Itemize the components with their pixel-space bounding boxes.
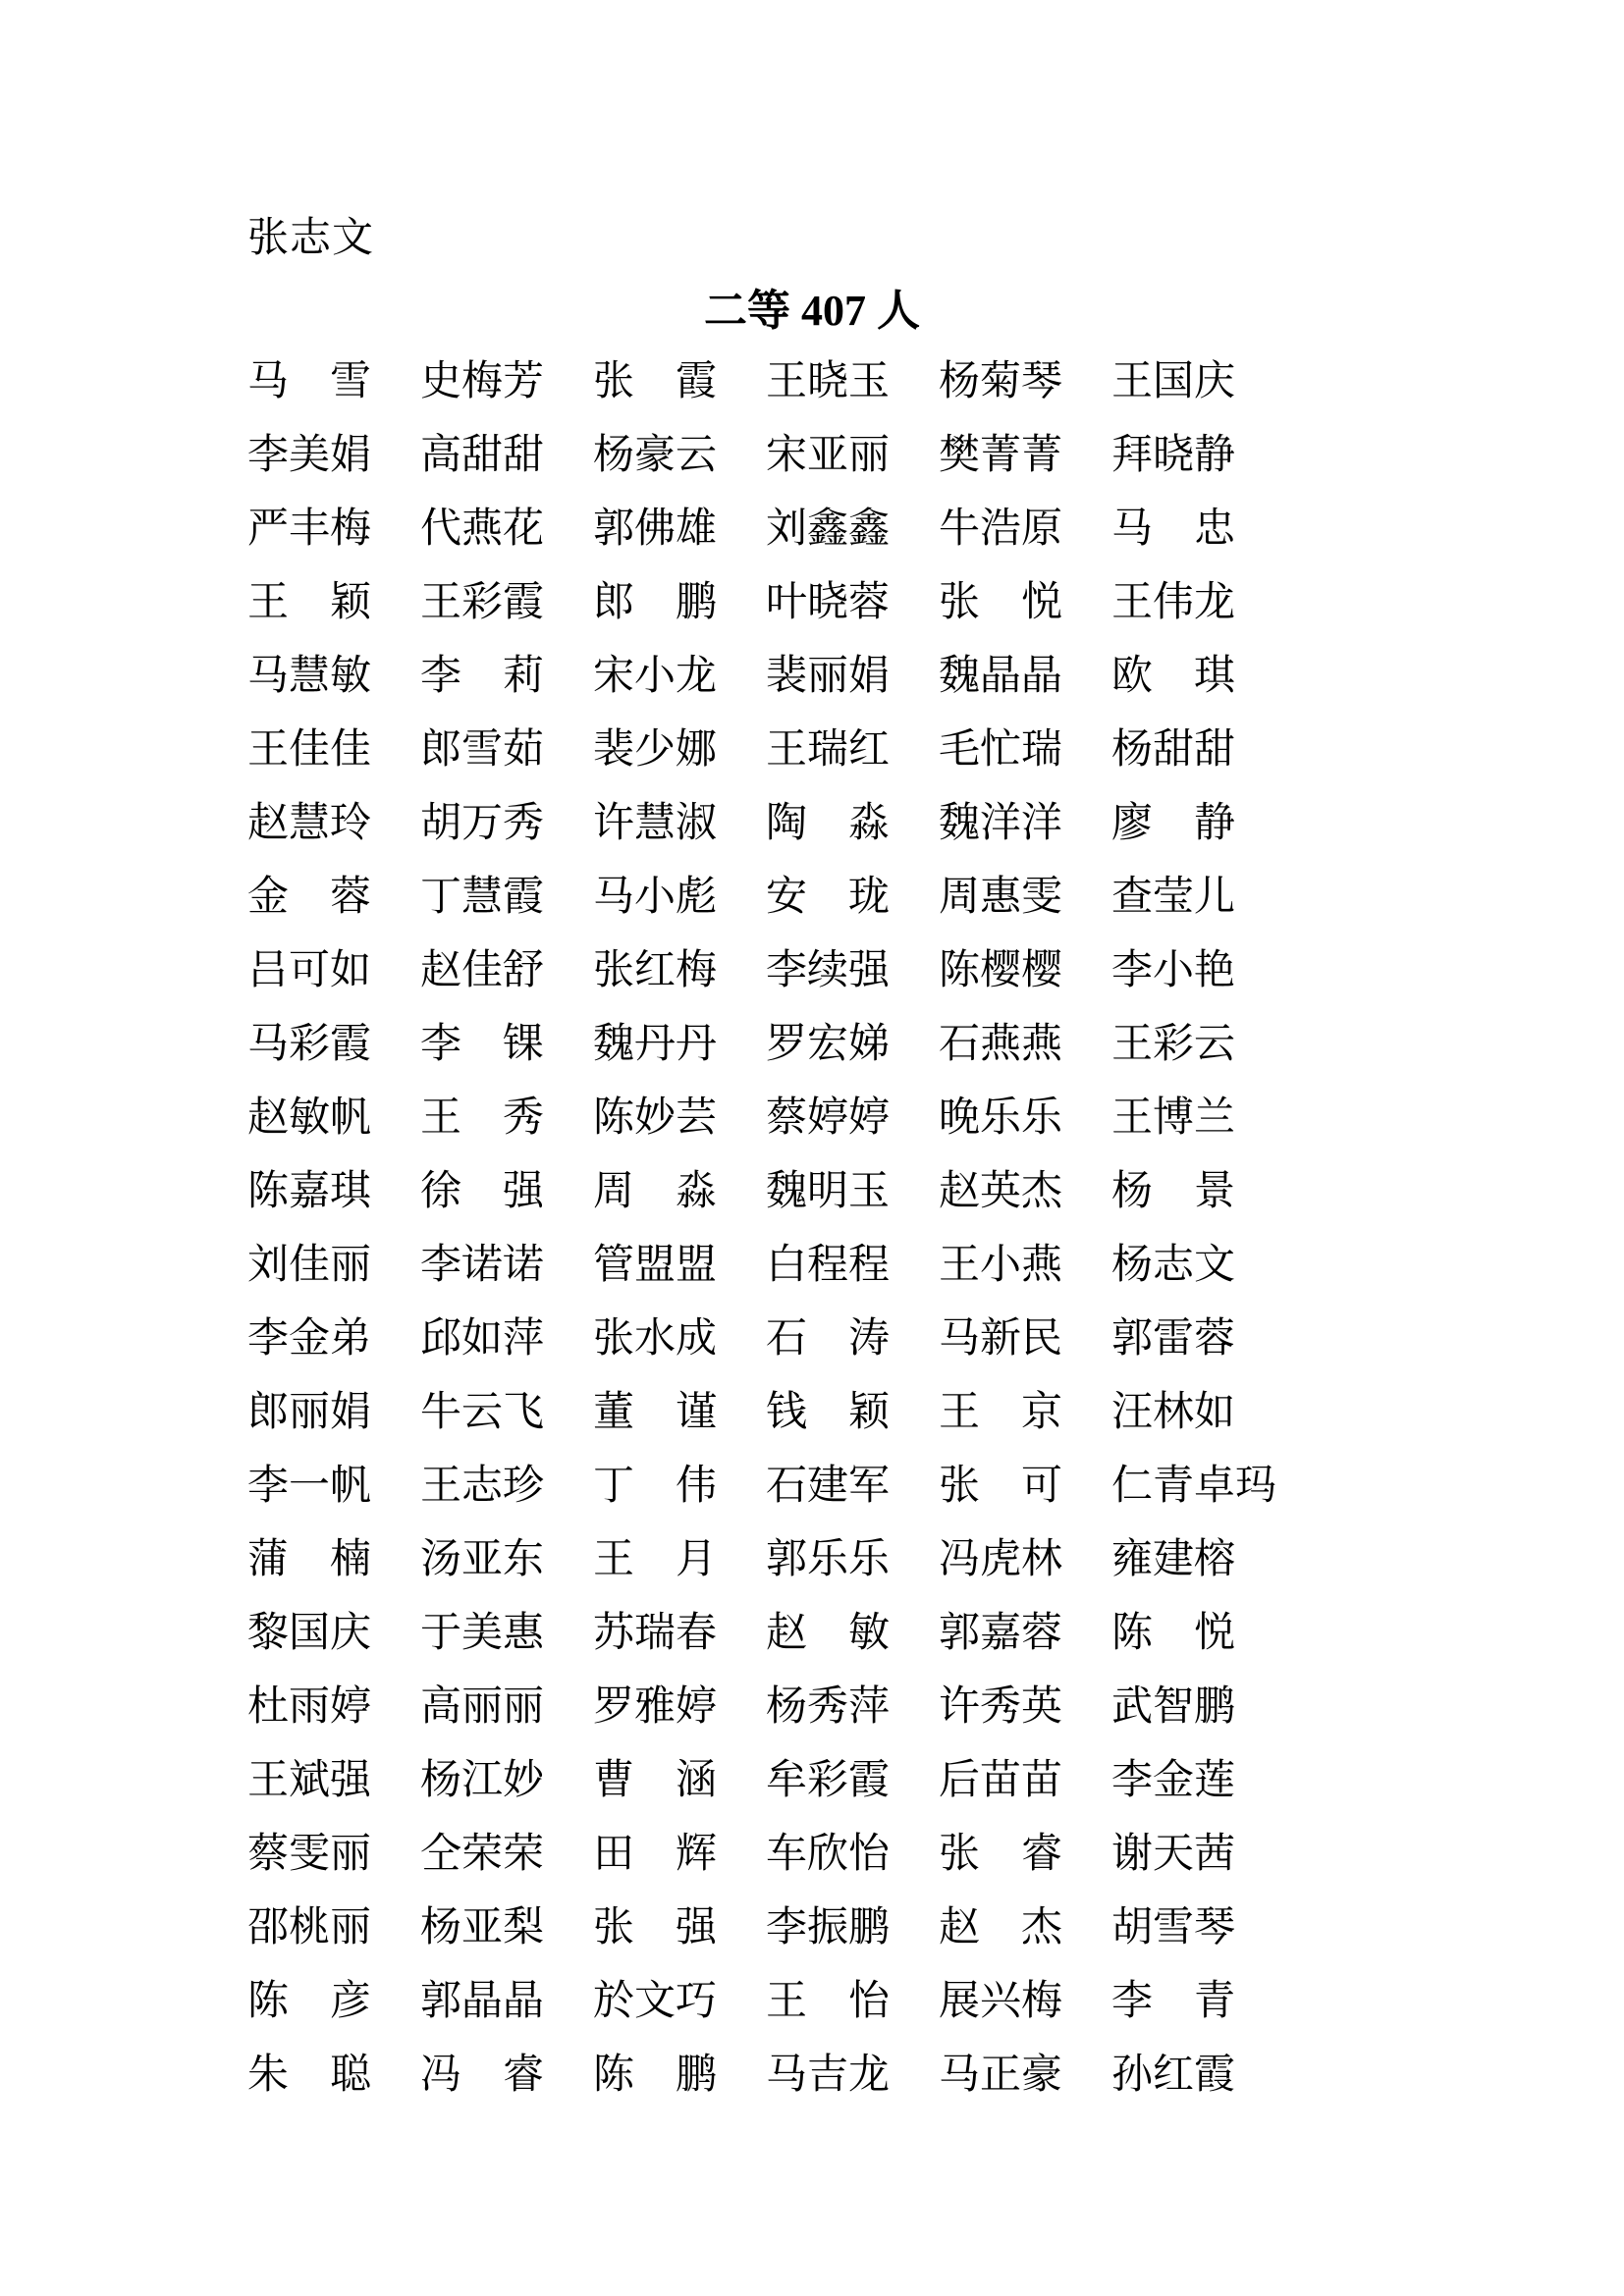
name-cell: 马 吉 龙 bbox=[766, 2053, 891, 2098]
name-cell: 郭 晶 晶 bbox=[420, 1979, 545, 2024]
name-cell: 黎 国 庆 bbox=[247, 1611, 372, 1656]
name-cell: 牟 彩 霞 bbox=[766, 1758, 891, 1803]
name-cell: 王 博 兰 bbox=[1111, 1095, 1236, 1141]
name-cell: 杨 秀 萍 bbox=[766, 1684, 891, 1730]
name-cell: 李 锞 bbox=[420, 1022, 544, 1067]
name-cell: 钱 颖 bbox=[766, 1390, 890, 1435]
name-cell: 李 美 娟 bbox=[247, 433, 372, 478]
name-cell: 陈 樱 樱 bbox=[939, 948, 1063, 993]
name-cell: 王 国 庆 bbox=[1111, 359, 1236, 404]
name-cell: 裴 丽 娟 bbox=[766, 654, 891, 699]
name-cell: 丁 伟 bbox=[593, 1464, 717, 1509]
name-cell: 李 振 鹏 bbox=[766, 1905, 891, 1950]
name-cell: 张 睿 bbox=[939, 1832, 1062, 1877]
name-cell: 宋 小 龙 bbox=[593, 654, 718, 699]
name-cell: 王 佳 佳 bbox=[247, 727, 372, 773]
name-cell: 雍 建 榕 bbox=[1111, 1537, 1236, 1582]
name-cell: 冯 虎 林 bbox=[939, 1537, 1063, 1582]
name-cell: 周 惠 雯 bbox=[939, 875, 1063, 920]
name-cell: 后 苗 苗 bbox=[939, 1758, 1063, 1803]
name-grid bbox=[247, 359, 1277, 2098]
name-cell: 高 丽 丽 bbox=[420, 1684, 545, 1730]
name-cell: 许 慧 淑 bbox=[593, 801, 718, 846]
name-cell: 王 月 bbox=[593, 1537, 717, 1582]
name-cell: 周 淼 bbox=[593, 1169, 717, 1214]
name-cell: 罗 雅 婷 bbox=[593, 1684, 718, 1730]
name-cell: 裴 少 娜 bbox=[593, 727, 718, 773]
name-cell: 仝 荣 荣 bbox=[420, 1832, 545, 1877]
name-cell: 白 程 程 bbox=[766, 1243, 891, 1288]
name-cell: 王 晓 玉 bbox=[766, 359, 891, 404]
name-cell: 孙 红 霞 bbox=[1111, 2053, 1236, 2098]
name-cell: 金 蓉 bbox=[247, 875, 371, 920]
name-cell: 李 小 艳 bbox=[1111, 948, 1236, 993]
name-cell: 赵 慧 玲 bbox=[247, 801, 372, 846]
name-cell: 赵 英 杰 bbox=[939, 1169, 1063, 1214]
name-cell: 安 珑 bbox=[766, 875, 890, 920]
name-cell: 张 霞 bbox=[593, 359, 717, 404]
name-cell: 许 秀 英 bbox=[939, 1684, 1063, 1730]
name-cell: 赵 敏 bbox=[766, 1611, 890, 1656]
name-cell: 郭 佛 雄 bbox=[593, 507, 718, 552]
name-cell: 王 怡 bbox=[766, 1979, 890, 2024]
name-cell: 严 丰 梅 bbox=[247, 507, 372, 552]
name-cell: 杨 景 bbox=[1111, 1169, 1235, 1214]
name-cell: 吕 可 如 bbox=[247, 948, 372, 993]
name-cell: 查 莹 儿 bbox=[1111, 875, 1236, 920]
name-cell: 王 彩 云 bbox=[1111, 1022, 1236, 1067]
name-cell: 蔡 婷 婷 bbox=[766, 1095, 891, 1141]
name-cell: 罗 宏 娣 bbox=[766, 1022, 891, 1067]
name-cell: 陈 嘉 琪 bbox=[247, 1169, 372, 1214]
name-cell: 马 正 豪 bbox=[939, 2053, 1063, 2098]
name-cell: 马 彩 霞 bbox=[247, 1022, 372, 1067]
name-cell: 李 青 bbox=[1111, 1979, 1235, 2024]
name-cell: 陶 淼 bbox=[766, 801, 890, 846]
name-cell: 冯 睿 bbox=[420, 2053, 544, 2098]
name-cell: 李 续 强 bbox=[766, 948, 891, 993]
name-cell: 陈 彦 bbox=[247, 1979, 371, 2024]
name-cell: 邵 桃 丽 bbox=[247, 1905, 372, 1950]
name-cell: 张 水 成 bbox=[593, 1316, 718, 1362]
name-cell: 赵 佳 舒 bbox=[420, 948, 545, 993]
name-cell: 马 雪 bbox=[247, 359, 371, 404]
name-cell: 郎 雪 茹 bbox=[420, 727, 545, 773]
name-cell: 武 智 鹏 bbox=[1111, 1684, 1236, 1730]
name-cell: 管 盟 盟 bbox=[593, 1243, 718, 1288]
name-cell: 王 颖 bbox=[247, 580, 371, 625]
name-cell: 魏 晶 晶 bbox=[939, 654, 1063, 699]
name-cell: 张 可 bbox=[939, 1464, 1062, 1509]
name-cell: 谢 天 茜 bbox=[1111, 1832, 1236, 1877]
name-cell: 郭 乐 乐 bbox=[766, 1537, 891, 1582]
name-cell: 王 京 bbox=[939, 1390, 1062, 1435]
name-cell: 晚 乐 乐 bbox=[939, 1095, 1063, 1141]
name-cell: 石 建 军 bbox=[766, 1464, 891, 1509]
name-cell: 朱 聪 bbox=[247, 2053, 371, 2098]
name-cell: 马 小 彪 bbox=[593, 875, 718, 920]
name-cell: 牛 云 飞 bbox=[420, 1390, 545, 1435]
name-cell: 王 伟 龙 bbox=[1111, 580, 1236, 625]
name-cell: 於 文 巧 bbox=[593, 1979, 718, 2024]
name-cell: 王 瑞 红 bbox=[766, 727, 891, 773]
name-cell: 魏 明 玉 bbox=[766, 1169, 891, 1214]
name-cell: 赵 敏 帆 bbox=[247, 1095, 372, 1141]
name-cell: 陈 妙 芸 bbox=[593, 1095, 718, 1141]
name-cell: 马 慧 敏 bbox=[247, 654, 372, 699]
name-cell: 胡 万 秀 bbox=[420, 801, 545, 846]
name-cell: 高 甜 甜 bbox=[420, 433, 545, 478]
name-cell: 拜 晓 静 bbox=[1111, 433, 1236, 478]
name-cell: 张 红 梅 bbox=[593, 948, 718, 993]
name-cell: 郎 丽 娟 bbox=[247, 1390, 372, 1435]
name-cell: 李 金 弟 bbox=[247, 1316, 372, 1362]
name-cell: 刘 佳 丽 bbox=[247, 1243, 372, 1288]
name-cell: 叶 晓 蓉 bbox=[766, 580, 891, 625]
name-cell: 赵 杰 bbox=[939, 1905, 1062, 1950]
name-cell: 魏 丹 丹 bbox=[593, 1022, 718, 1067]
name-cell: 车 欣 怡 bbox=[766, 1832, 891, 1877]
name-cell: 李 一 帆 bbox=[247, 1464, 372, 1509]
name-cell: 宋 亚 丽 bbox=[766, 433, 891, 478]
name-cell: 廖 静 bbox=[1111, 801, 1235, 846]
name-cell: 郭 嘉 蓉 bbox=[939, 1611, 1063, 1656]
name-cell: 蔡 雯 丽 bbox=[247, 1832, 372, 1877]
name-cell: 李 金 莲 bbox=[1111, 1758, 1236, 1803]
name-cell: 牛 浩 原 bbox=[939, 507, 1063, 552]
name-cell: 张 悦 bbox=[939, 580, 1062, 625]
name-cell: 魏 洋 洋 bbox=[939, 801, 1063, 846]
name-cell: 田 辉 bbox=[593, 1832, 717, 1877]
name-cell: 毛 忙 瑞 bbox=[939, 727, 1063, 773]
name-cell: 于 美 惠 bbox=[420, 1611, 545, 1656]
name-cell: 郭 雷 蓉 bbox=[1111, 1316, 1236, 1362]
name-cell: 汪 林 如 bbox=[1111, 1390, 1236, 1435]
name-cell: 石 燕 燕 bbox=[939, 1022, 1063, 1067]
name-cell: 杨 江 妙 bbox=[420, 1758, 545, 1803]
name-cell: 郎 鹏 bbox=[593, 580, 717, 625]
name-cell: 代 燕 花 bbox=[420, 507, 545, 552]
name-cell: 马 新 民 bbox=[939, 1316, 1063, 1362]
name-cell: 苏 瑞 春 bbox=[593, 1611, 718, 1656]
name-cell: 丁 慧 霞 bbox=[420, 875, 545, 920]
name-cell: 杨 志 文 bbox=[1111, 1243, 1236, 1288]
name-cell: 欧 琪 bbox=[1111, 654, 1235, 699]
name-cell: 杨 甜 甜 bbox=[1111, 727, 1236, 773]
name-cell: 王 秀 bbox=[420, 1095, 544, 1141]
name-cell: 杜 雨 婷 bbox=[247, 1684, 372, 1730]
name-cell: 杨 菊 琴 bbox=[939, 359, 1063, 404]
name-cell: 马 忠 bbox=[1111, 507, 1235, 552]
name-cell: 胡 雪 琴 bbox=[1111, 1905, 1236, 1950]
author-name: 张志文 bbox=[247, 216, 375, 261]
name-cell: 张 强 bbox=[593, 1905, 717, 1950]
name-cell: 陈 鹏 bbox=[593, 2053, 717, 2098]
name-cell: 杨 豪 云 bbox=[593, 433, 718, 478]
name-cell: 李 莉 bbox=[420, 654, 544, 699]
name-cell: 仁 青 卓 玛 bbox=[1111, 1464, 1277, 1509]
name-cell: 李 诺 诺 bbox=[420, 1243, 545, 1288]
name-cell: 杨 亚 梨 bbox=[420, 1905, 545, 1950]
name-cell: 董 谨 bbox=[593, 1390, 717, 1435]
name-cell: 刘 鑫 鑫 bbox=[766, 507, 891, 552]
name-cell: 石 涛 bbox=[766, 1316, 890, 1362]
name-cell: 蒲 楠 bbox=[247, 1537, 371, 1582]
name-cell: 史 梅 芳 bbox=[420, 359, 545, 404]
name-cell: 王 斌 强 bbox=[247, 1758, 372, 1803]
name-cell: 徐 强 bbox=[420, 1169, 544, 1214]
name-cell: 汤 亚 东 bbox=[420, 1537, 545, 1582]
name-cell: 曹 涵 bbox=[593, 1758, 717, 1803]
page-title: 二等 407 人 bbox=[704, 287, 920, 335]
name-cell: 樊 菁 菁 bbox=[939, 433, 1063, 478]
name-cell: 邱 如 萍 bbox=[420, 1316, 545, 1362]
name-cell: 王 彩 霞 bbox=[420, 580, 545, 625]
name-cell: 陈 悦 bbox=[1111, 1611, 1235, 1656]
name-cell: 王 志 珍 bbox=[420, 1464, 545, 1509]
name-cell: 展 兴 梅 bbox=[939, 1979, 1063, 2024]
name-cell: 王 小 燕 bbox=[939, 1243, 1063, 1288]
